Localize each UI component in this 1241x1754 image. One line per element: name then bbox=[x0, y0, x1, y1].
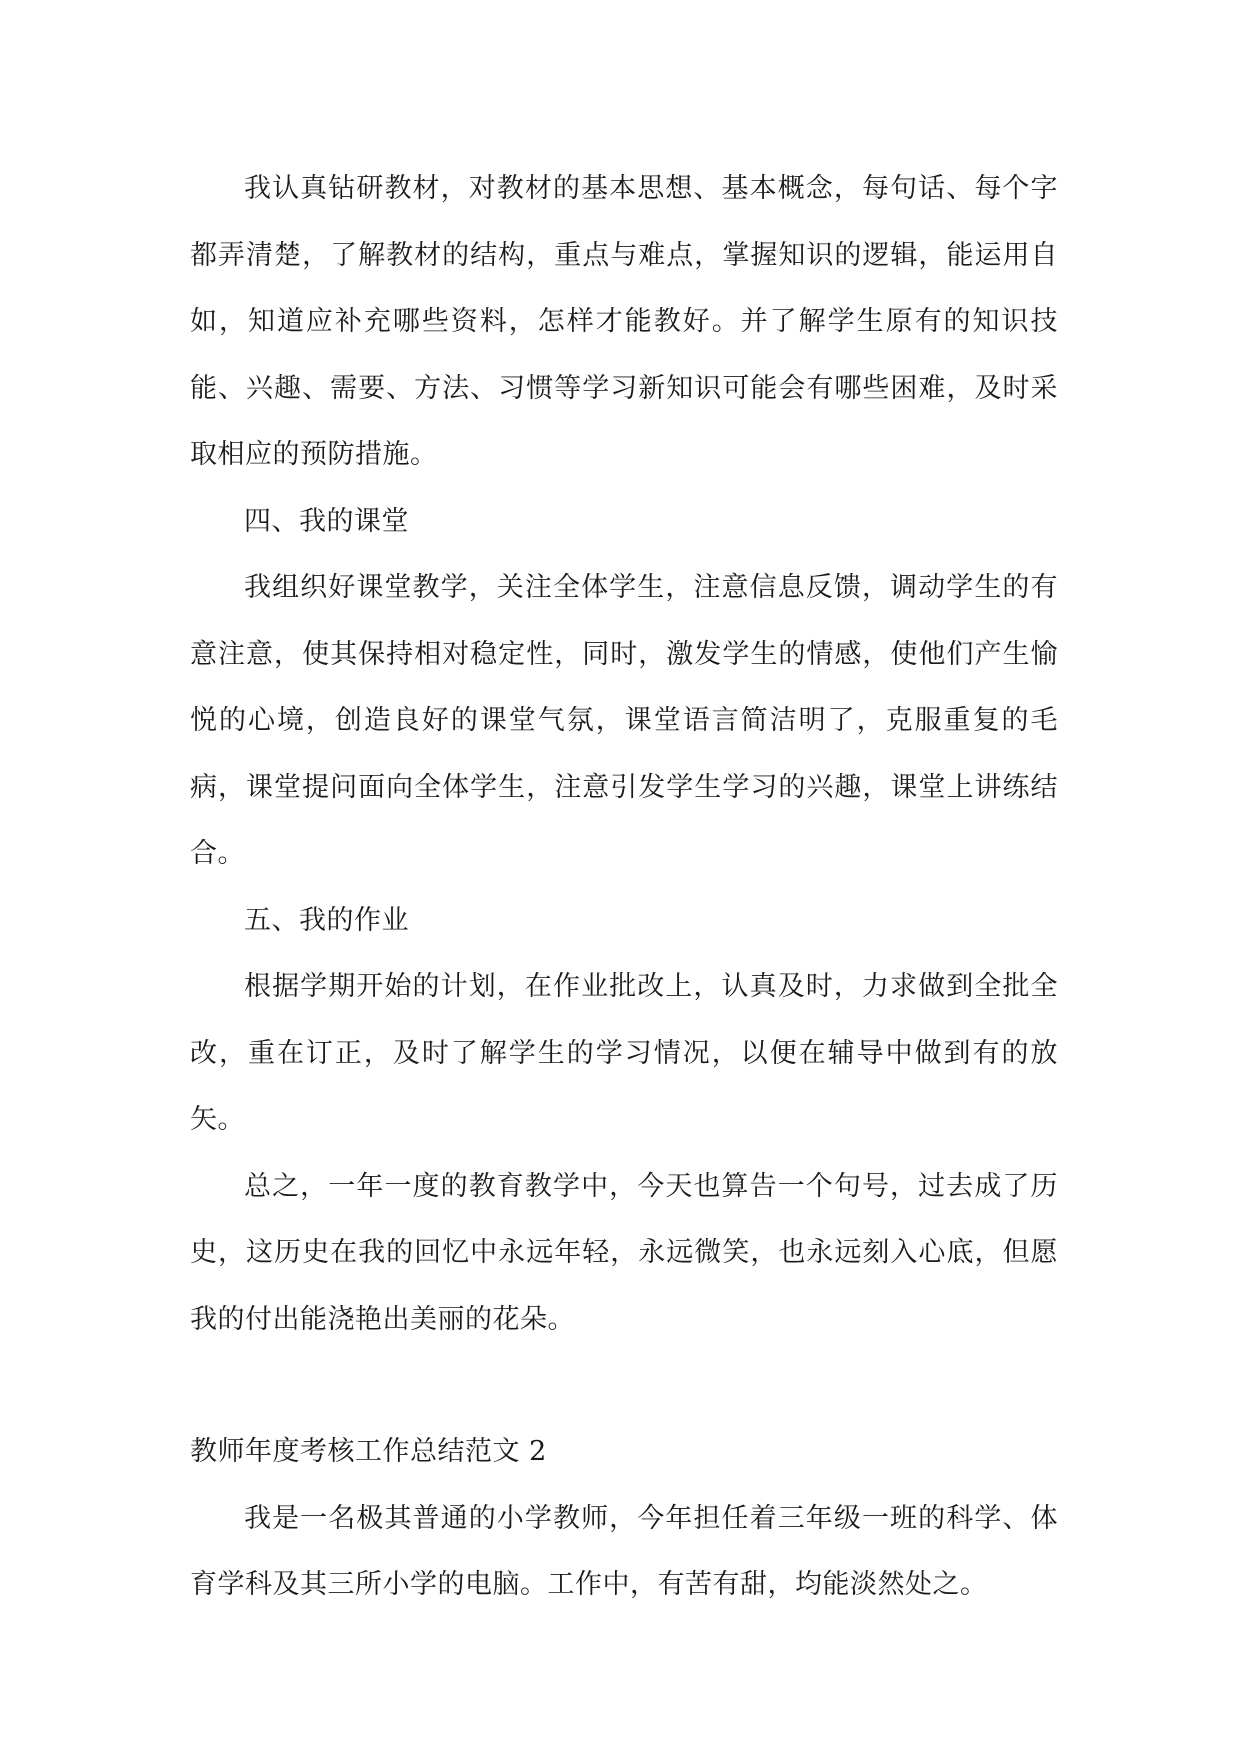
paragraph-intro-2: 我是一名极其普通的小学教师，今年担任着三年级一班的科学、体育学科及其三所小学的电脑。工作中，有苦有甜，均能淡然处之。 bbox=[190, 1502, 1058, 1600]
section-heading-classroom: 四、我的课堂 bbox=[244, 505, 409, 537]
paragraph-textbook-study: 我认真钻研教材，对教材的基本思想、基本概念，每句话、每个字都弄清楚，了解教材的结构，重点与难点，掌握知识的逻辑，能运用自如，知道应补充哪些资料，怎样才能教好。并了解学生原有的知识技能、兴趣、需要、方法、习惯等学习新知识可能会有哪些困难，及时采取相应的预防措施。 bbox=[190, 173, 1058, 470]
paragraph-homework: 根据学期开始的计划，在作业批改上，认真及时，力求做到全批全改，重在订正，及时了解学生的学习情况，以便在辅导中做到有的放矢。 bbox=[190, 971, 1058, 1135]
paragraph-conclusion: 总之，一年一度的教育教学中，今天也算告一个句号，过去成了历史，这历史在我的回忆中永远年轻，永远微笑，也永远刻入心底，但愿我的付出能浇艳出美丽的花朵。 bbox=[190, 1170, 1058, 1335]
paragraph-classroom: 我组织好课堂教学，关注全体学生，注意信息反馈，调动学生的有意注意，使其保持相对稳定性，同时，激发学生的情感，使他们产生愉悦的心境，创造良好的课堂气氛，课堂语言简洁明了，克服重复的毛病，课堂提问面向全体学生，注意引发学生学习的兴趣，课堂上讲练结合。 bbox=[190, 572, 1058, 869]
section-heading-homework: 五、我的作业 bbox=[244, 904, 409, 936]
document-title-2: 教师年度考核工作总结范文 2 bbox=[190, 1436, 547, 1467]
document-body bbox=[190, 156, 1058, 1619]
